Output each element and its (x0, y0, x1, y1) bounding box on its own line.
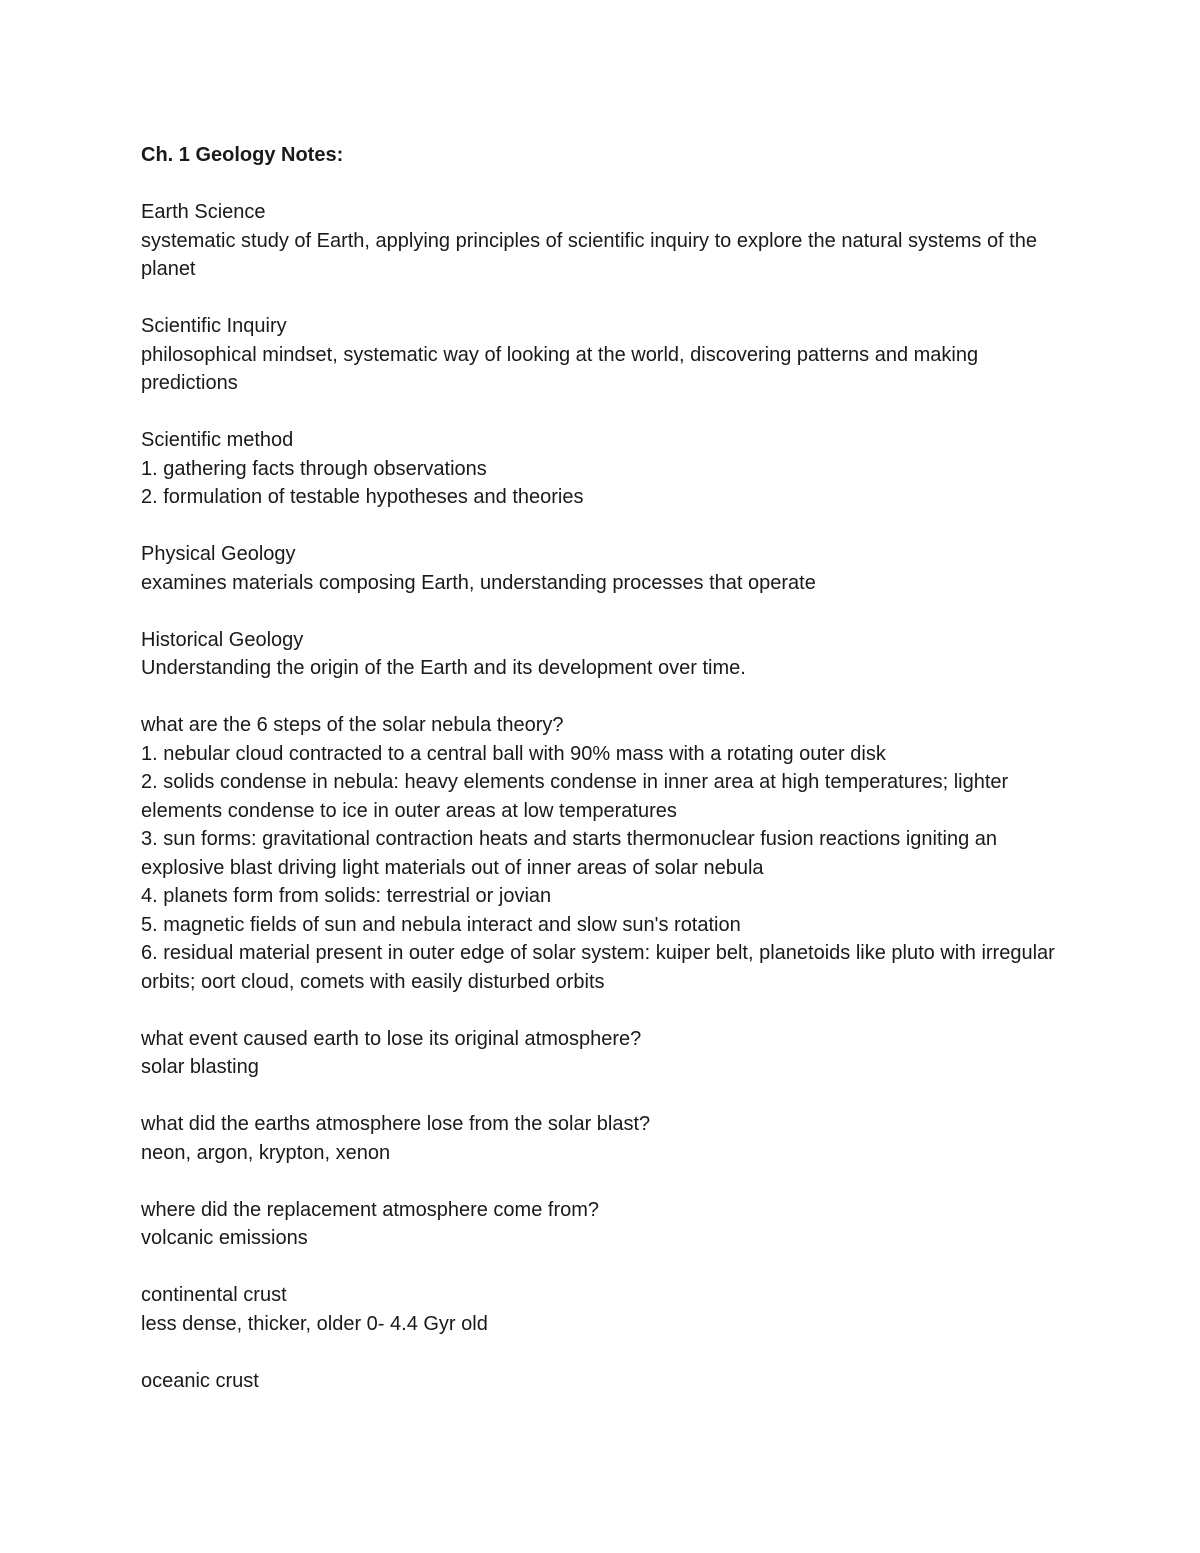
section-heading: Physical Geology (141, 543, 296, 565)
section-physical-geology (141, 540, 1061, 597)
section-body-line: less dense, thicker, older 0- 4.4 Gyr old (141, 1312, 488, 1335)
section-replacement-atmosphere (141, 1196, 1061, 1253)
section-body-line: 1. nebular cloud contracted to a central ball with 90% mass with a rotating outer disk (141, 742, 886, 765)
section-lost-atmosphere-event (141, 1025, 1061, 1082)
section-body-line: 2. formulation of testable hypotheses and theories (141, 486, 584, 508)
section-heading: Historical Geology (141, 628, 304, 651)
section-body-line: 6. residual material present in outer edge of solar system: kuiper belt, planetoids like pluto with irregular orbits; oort cloud, comets with easily disturbed orbits (141, 942, 1055, 993)
section-body-line: Understanding the origin of the Earth and its development over time. (141, 657, 746, 679)
section-earth-science (141, 198, 1061, 284)
section-body-line: 1. gathering facts through observations (141, 457, 487, 480)
section-scientific-method (141, 426, 1061, 512)
section-heading: continental crust (141, 1284, 287, 1306)
section-oceanic-crust (141, 1367, 1061, 1396)
section-heading: Earth Science (141, 201, 266, 223)
section-heading: what did the earths atmosphere lose from the solar blast? (141, 1113, 651, 1135)
section-body-line: volcanic emissions (141, 1227, 308, 1249)
section-body-line: 2. solids condense in nebula: heavy elements condense in inner area at high temperatures; lighter elements condense to ice in outer areas at low temperatures (141, 771, 1009, 822)
section-solar-nebula-steps (141, 711, 1061, 996)
section-heading: oceanic crust (141, 1369, 259, 1392)
section-body-line: 4. planets form from solids: terrestrial or jovian (141, 885, 552, 907)
section-body-line: examines materials composing Earth, understanding processes that operate (141, 571, 816, 594)
section-body-line: 5. magnetic fields of sun and nebula interact and slow sun's rotation (141, 913, 741, 936)
section-body-line: systematic study of Earth, applying principles of scientific inquiry to explore the natural systems of the planet (141, 229, 1037, 280)
document-page (141, 141, 1061, 1424)
section-body-line: 3. sun forms: gravitational contraction heats and starts thermonuclear fusion reactions igniting an explosive blast driving light materials out of inner areas of solar nebula (141, 828, 998, 879)
section-scientific-inquiry (141, 312, 1061, 398)
section-heading: what event caused earth to lose its original atmosphere? (141, 1027, 642, 1050)
section-heading: Scientific method (141, 429, 294, 451)
section-heading: what are the 6 steps of the solar nebula theory? (141, 714, 564, 736)
section-heading: Scientific Inquiry (141, 315, 287, 337)
section-body-line: neon, argon, krypton, xenon (141, 1141, 391, 1164)
section-body-line: philosophical mindset, systematic way of looking at the world, discovering patterns and making predictions (141, 343, 979, 394)
section-lost-atmosphere-gases (141, 1110, 1061, 1167)
section-heading: where did the replacement atmosphere come from? (141, 1198, 600, 1221)
section-body-line: solar blasting (141, 1056, 259, 1078)
section-historical-geology (141, 626, 1061, 683)
document-title: Ch. 1 Geology Notes: (141, 144, 344, 166)
section-continental-crust (141, 1281, 1061, 1338)
